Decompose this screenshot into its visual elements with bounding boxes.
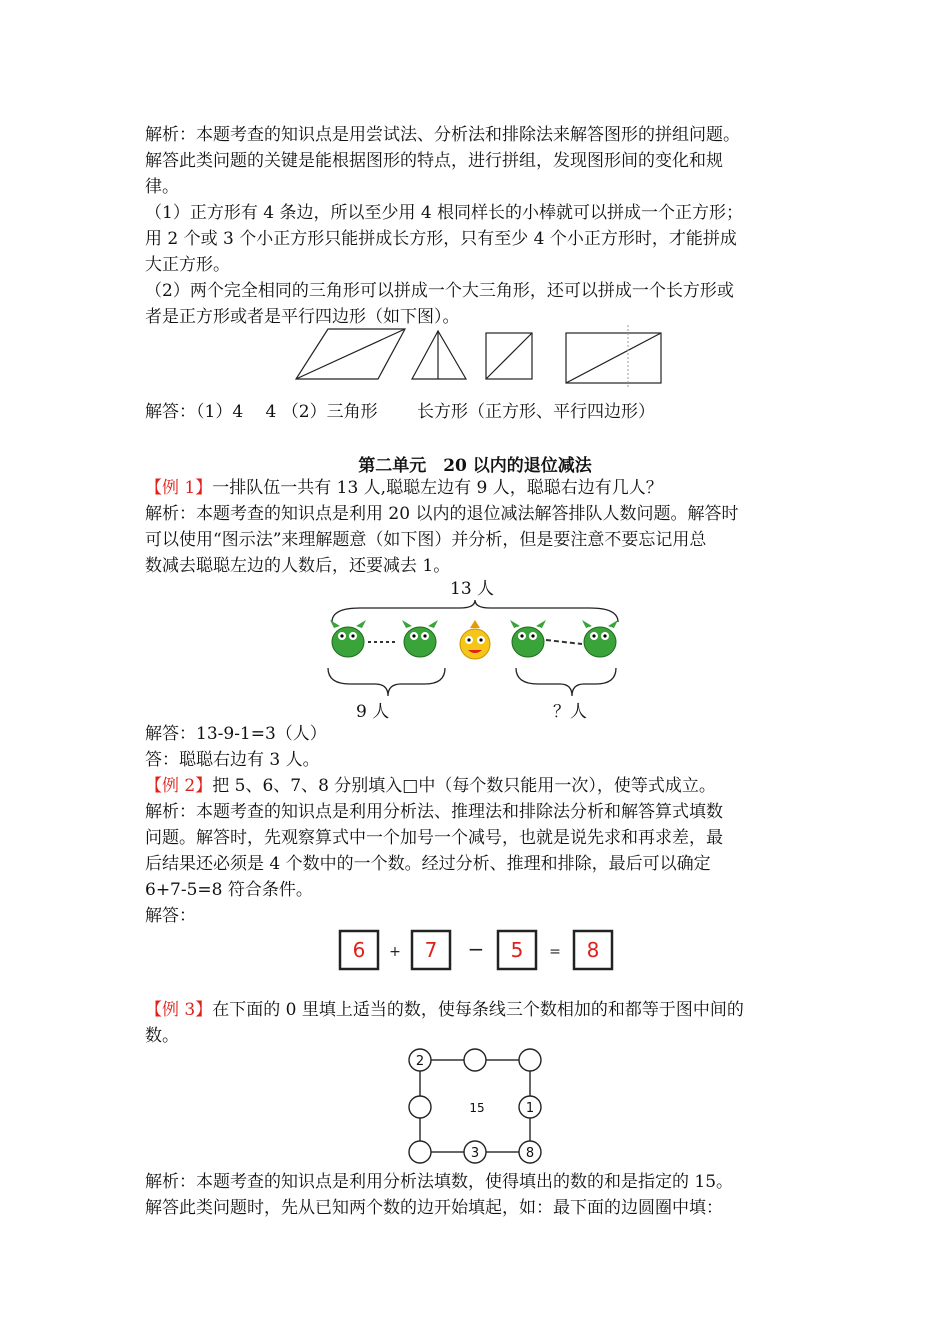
analysis-line: 解析：本题考查的知识点是利用分析法、推理法和排除法分析和解答算式填数	[145, 802, 723, 822]
analysis-line: 6+7-5=8 符合条件。	[145, 880, 313, 900]
example-question: 一排队伍一共有 13 人,聪聪左边有 9 人，聪聪右边有几人？	[212, 478, 663, 498]
equation-figure	[338, 928, 618, 974]
shape-figure	[290, 325, 670, 390]
circle-mid-right: 1	[525, 1101, 535, 1116]
eq-box-2: 7	[424, 938, 438, 962]
frog-icon	[510, 620, 546, 657]
queue-right-label: ？人	[553, 702, 587, 722]
answer-line: 解答：13-9-1=3（人）	[145, 724, 327, 744]
analysis-line: 律。	[145, 177, 179, 197]
analysis-line: 可以使用“图示法”来理解题意（如下图）并分析，但是要注意不要忘记用总	[145, 530, 707, 550]
analysis-line: 解析：本题考查的知识点是利用 20 以内的退位减法解答排队人数问题。解答时	[145, 504, 739, 524]
eq-equals: =	[549, 944, 561, 960]
congcong-icon	[460, 620, 490, 659]
example-question-cont: 数。	[145, 1026, 179, 1046]
analysis-line: 数减去聪聪左边的人数后，还要减去 1。	[145, 556, 451, 576]
circle-square-figure	[405, 1046, 545, 1166]
queue-figure	[320, 600, 630, 710]
analysis-line: 解答此类问题的关键是能根据图形的特点，进行拼组，发现图形间的变化和规	[145, 151, 723, 171]
circle-top-left: 2	[415, 1054, 425, 1069]
analysis-line: 者是正方形或者是平行四边形（如下图）。	[145, 307, 460, 327]
analysis-line: 问题。解答时，先观察算式中一个加号一个减号，也就是说先求和再求差，最	[145, 828, 723, 848]
center-number: 15	[469, 1101, 485, 1115]
example-question: 把 5、6、7、8 分别填入□中（每个数只能用一次），使等式成立。	[212, 776, 716, 796]
analysis-line: 用 2 个或 3 个小正方形只能拼成长方形，只有至少 4 个小正方形时，才能拼成	[145, 229, 737, 249]
circle-bottom-mid: 3	[470, 1146, 480, 1161]
answer-line: 答：聪聪右边有 3 人。	[145, 750, 320, 770]
analysis-line: （2）两个完全相同的三角形可以拼成一个大三角形，还可以拼成一个长方形或	[145, 281, 734, 301]
analysis-line: 解析：本题考查的知识点是利用分析法填数，使得填出的数的和是指定的 15。	[145, 1172, 734, 1192]
eq-plus: +	[389, 944, 401, 960]
analysis-line: 解析：本题考查的知识点是用尝试法、分析法和排除法来解答图形的拼组问题。	[145, 125, 740, 145]
example-tag: 【例 3】	[145, 1000, 213, 1020]
analysis-line: （1）正方形有 4 条边，所以至少用 4 根同样长的小棒就可以拼成一个正方形；	[145, 203, 744, 223]
queue-left-label: 9 人	[356, 702, 390, 722]
example-question: 在下面的 0 里填上适当的数，使每条线三个数相加的和都等于图中间的	[212, 1000, 744, 1020]
unit-title: 第二单元 20 以内的退位减法	[358, 456, 592, 476]
analysis-line: 解答此类问题时，先从已知两个数的边开始填起，如：最下面的边圆圈中填：	[145, 1198, 723, 1218]
frog-icon	[402, 620, 438, 657]
example-tag: 【例 1】	[145, 478, 213, 498]
eq-minus: −	[467, 937, 485, 961]
example-3	[145, 999, 744, 1021]
analysis-line: 大正方形。	[145, 255, 230, 275]
analysis-line: 后结果还必须是 4 个数中的一个数。经过分析、推理和排除，最后可以确定	[145, 854, 711, 874]
queue-total-label: 13 人	[450, 579, 495, 599]
example-2	[145, 775, 716, 797]
eq-box-4: 8	[586, 938, 600, 962]
frog-icon	[330, 620, 366, 657]
example-tag: 【例 2】	[145, 776, 213, 796]
eq-box-1: 6	[352, 938, 366, 962]
eq-box-3: 5	[510, 938, 524, 962]
circle-bottom-right: 8	[525, 1146, 535, 1161]
answer-line: 解答：（1）4 4 （2）三角形 长方形（正方形、平行四边形）	[145, 402, 655, 422]
example-1	[145, 477, 663, 499]
analysis-line: 解答：	[145, 906, 196, 926]
frog-icon	[582, 620, 618, 657]
triangle-shape	[412, 331, 466, 379]
